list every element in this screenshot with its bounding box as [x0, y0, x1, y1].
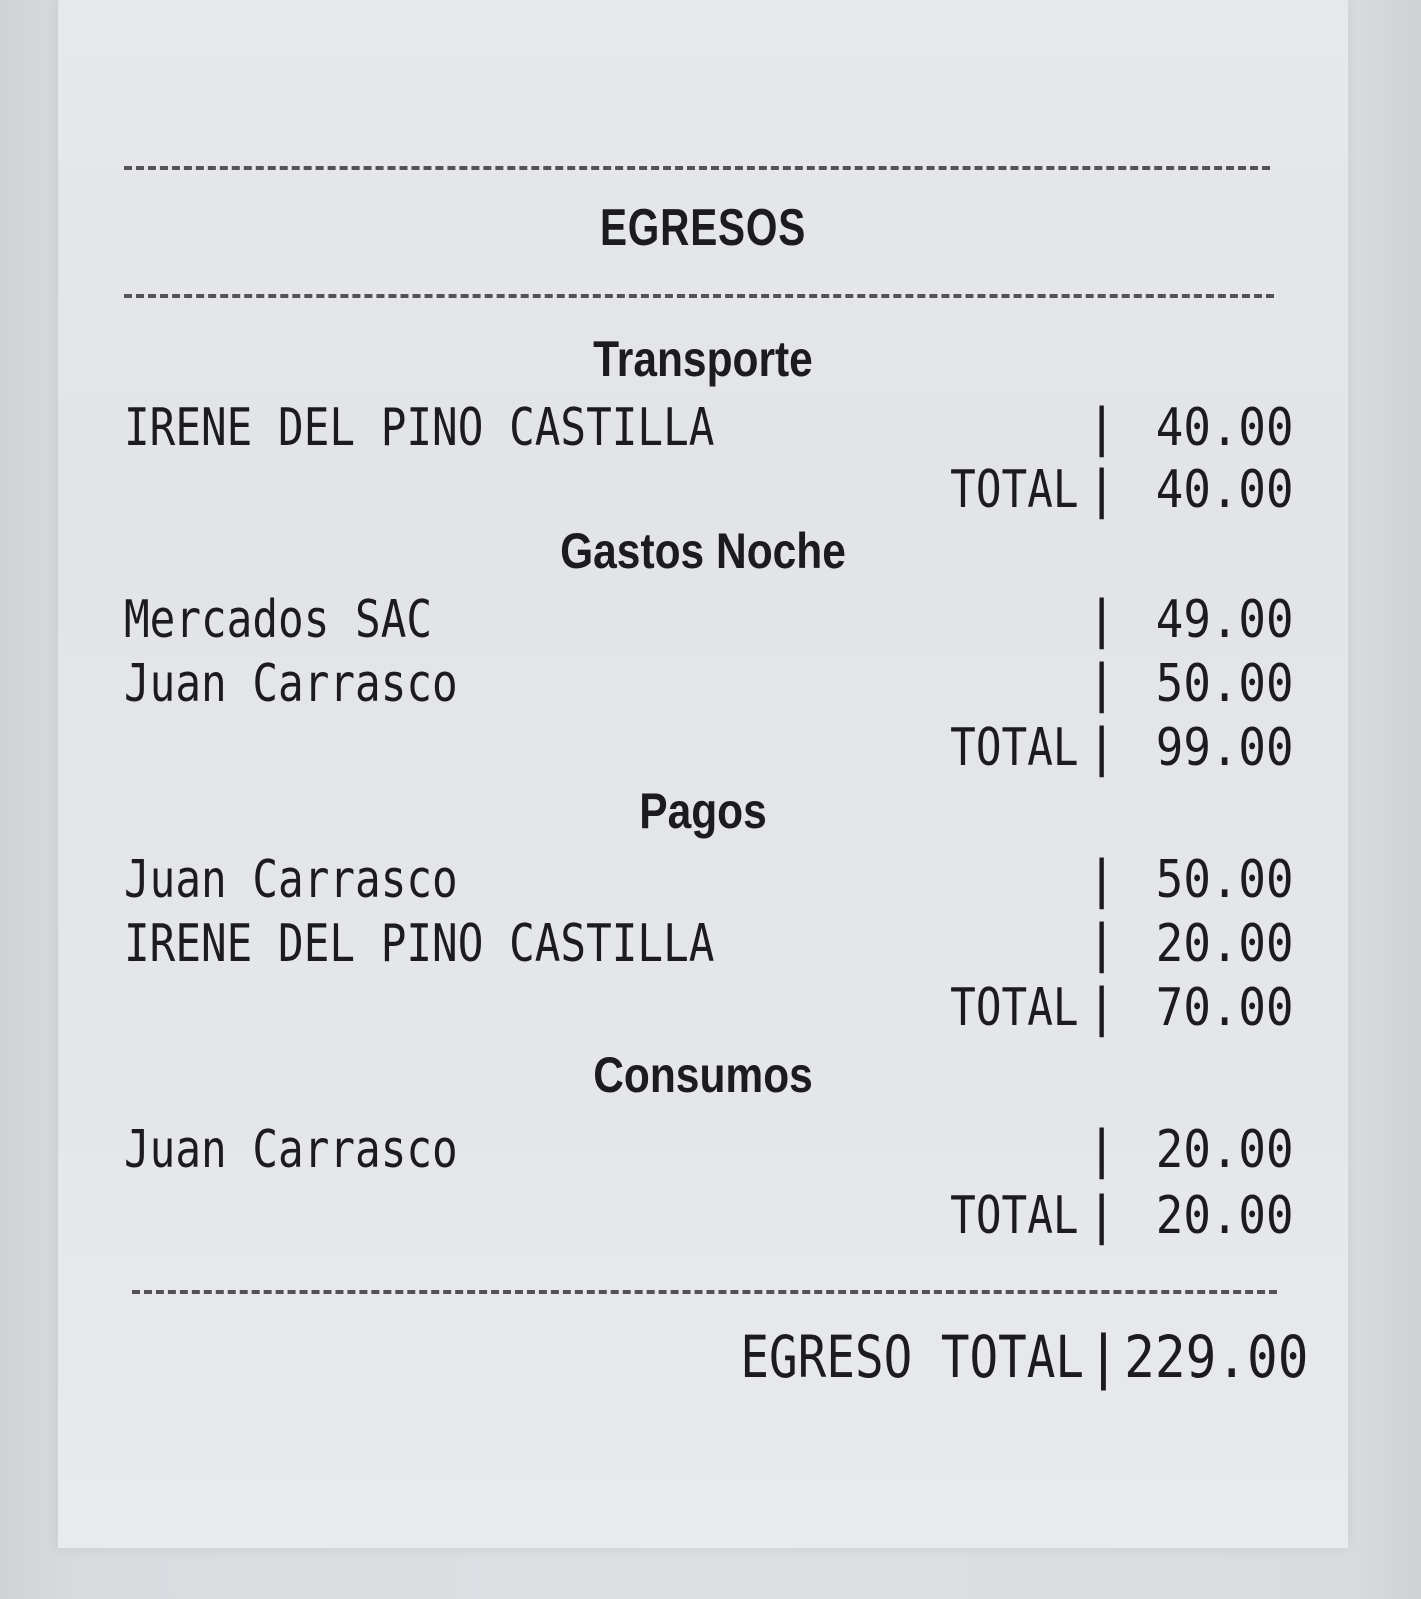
grand-total-row [124, 1322, 1309, 1392]
column-separator: | [1086, 718, 1118, 778]
item-amount: 20.00 [1156, 914, 1294, 974]
title-dashed-rule [124, 294, 1274, 298]
column-separator: | [1086, 1186, 1118, 1246]
receipt [58, 0, 1348, 1548]
line-item [124, 1120, 1304, 1180]
section-total-row [124, 718, 1304, 778]
section-total-amount: 70.00 [1156, 978, 1294, 1038]
total-label: TOTAL [950, 460, 1079, 520]
item-name: Juan Carrasco [124, 850, 458, 910]
section-heading-pagos: Pagos [639, 783, 767, 839]
grand-total-amount: 229.00 [1124, 1323, 1309, 1391]
line-item [124, 590, 1304, 650]
column-separator: | [1086, 398, 1118, 458]
section-total-amount: 20.00 [1156, 1186, 1294, 1246]
top-dashed-rule [124, 166, 1270, 170]
total-label: TOTAL [950, 1186, 1079, 1246]
section-heading-transporte: Transporte [593, 331, 813, 387]
item-amount: 40.00 [1156, 398, 1294, 458]
item-name: IRENE DEL PINO CASTILLA [124, 398, 715, 458]
column-separator: | [1086, 1120, 1118, 1180]
section-heading-gastos-noche: Gastos Noche [560, 523, 846, 579]
receipt-title: EGRESOS [599, 199, 807, 257]
section-heading-consumos: Consumos [593, 1047, 813, 1103]
item-name: Juan Carrasco [124, 654, 458, 714]
total-label: TOTAL [950, 718, 1079, 778]
section-total-row [124, 1186, 1304, 1246]
line-item [124, 850, 1304, 910]
column-separator: | [1086, 654, 1118, 714]
line-item [124, 914, 1304, 974]
total-label: TOTAL [950, 978, 1079, 1038]
item-amount: 50.00 [1156, 654, 1294, 714]
column-separator: | [1086, 978, 1118, 1038]
item-name: Juan Carrasco [124, 1120, 458, 1180]
column-separator: | [1086, 1323, 1121, 1391]
column-separator: | [1086, 914, 1118, 974]
section-total-row [124, 460, 1304, 520]
item-amount: 20.00 [1156, 1120, 1294, 1180]
column-separator: | [1086, 850, 1118, 910]
item-amount: 50.00 [1156, 850, 1294, 910]
bottom-dashed-rule [132, 1290, 1277, 1294]
item-name: IRENE DEL PINO CASTILLA [124, 914, 715, 974]
grand-total-label: EGRESO TOTAL [740, 1323, 1084, 1391]
section-total-amount: 40.00 [1156, 460, 1294, 520]
column-separator: | [1086, 460, 1118, 520]
line-item [124, 654, 1304, 714]
section-total-row [124, 978, 1304, 1038]
item-amount: 49.00 [1156, 590, 1294, 650]
item-name: Mercados SAC [124, 590, 433, 650]
section-total-amount: 99.00 [1156, 718, 1294, 778]
line-item [124, 398, 1304, 458]
column-separator: | [1086, 590, 1118, 650]
